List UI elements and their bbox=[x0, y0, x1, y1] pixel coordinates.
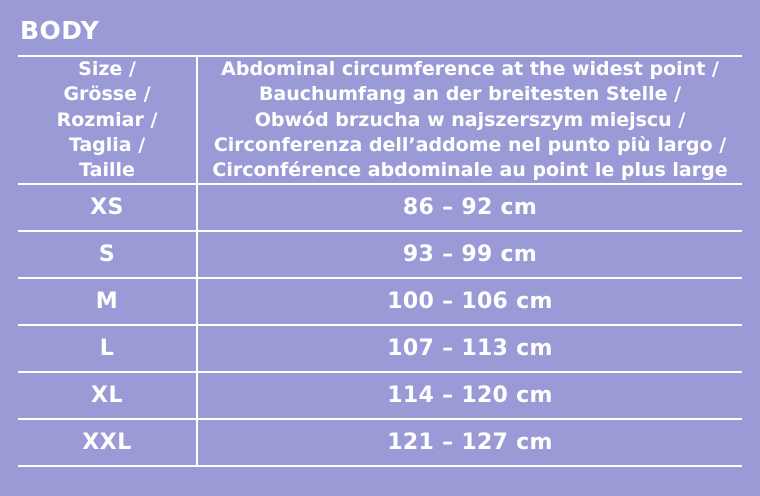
cell-size bbox=[18, 278, 197, 325]
bottom-rule-right bbox=[197, 466, 742, 467]
cell-measurement bbox=[197, 278, 742, 325]
header-size-line-4: Taglia / bbox=[68, 133, 146, 156]
measurement-value: 121 – 127 cm bbox=[387, 430, 553, 456]
table-row bbox=[18, 325, 742, 372]
header-cell-description bbox=[197, 56, 742, 184]
table-row bbox=[18, 419, 742, 466]
size-label: XS bbox=[90, 195, 124, 221]
header-cell-size bbox=[18, 56, 197, 184]
size-label: L bbox=[99, 336, 115, 362]
header-description-line-5: Circonférence abdominale au point le plus large bbox=[212, 159, 728, 182]
cell-size bbox=[18, 419, 197, 466]
cell-measurement bbox=[197, 419, 742, 466]
measurement-value: 100 – 106 cm bbox=[387, 289, 553, 315]
cell-measurement bbox=[197, 325, 742, 372]
table-row bbox=[18, 372, 742, 419]
cell-size bbox=[18, 184, 197, 231]
cell-size bbox=[18, 372, 197, 419]
cell-measurement bbox=[197, 184, 742, 231]
measurement-value: 93 – 99 cm bbox=[402, 242, 538, 268]
table-row bbox=[18, 231, 742, 278]
size-table bbox=[18, 55, 742, 467]
header-size-line-5: Taille bbox=[79, 159, 135, 182]
table-row bbox=[18, 184, 742, 231]
cell-measurement bbox=[197, 231, 742, 278]
header-description-line-4: Circonferenza dell’addome nel punto più largo / bbox=[213, 133, 727, 156]
page-title: BODY bbox=[20, 16, 100, 45]
measurement-value: 107 – 113 cm bbox=[387, 336, 553, 362]
table-header-row bbox=[18, 56, 742, 184]
header-description-line-1: Abdominal circumference at the widest point / bbox=[221, 58, 719, 80]
cell-size bbox=[18, 325, 197, 372]
header-description-line-3: Obwód brzucha w najszerszym miejscu / bbox=[254, 108, 686, 131]
table-row bbox=[18, 278, 742, 325]
header-size-line-2: Grösse / bbox=[63, 83, 151, 106]
size-label: XXL bbox=[82, 430, 132, 456]
table-bottom-rule-row bbox=[18, 466, 742, 467]
measurement-value: 114 – 120 cm bbox=[387, 383, 553, 409]
size-label: S bbox=[98, 242, 116, 268]
bottom-rule-left bbox=[18, 466, 197, 467]
cell-size bbox=[18, 231, 197, 278]
measurement-value: 86 – 92 cm bbox=[402, 195, 538, 221]
size-label: XL bbox=[91, 383, 123, 409]
header-size-line-3: Rozmiar / bbox=[56, 108, 158, 131]
header-description-line-2: Bauchumfang an der breitesten Stelle / bbox=[258, 83, 682, 106]
size-label: M bbox=[95, 289, 119, 315]
header-size-line-1: Size / bbox=[78, 58, 136, 80]
cell-measurement bbox=[197, 372, 742, 419]
